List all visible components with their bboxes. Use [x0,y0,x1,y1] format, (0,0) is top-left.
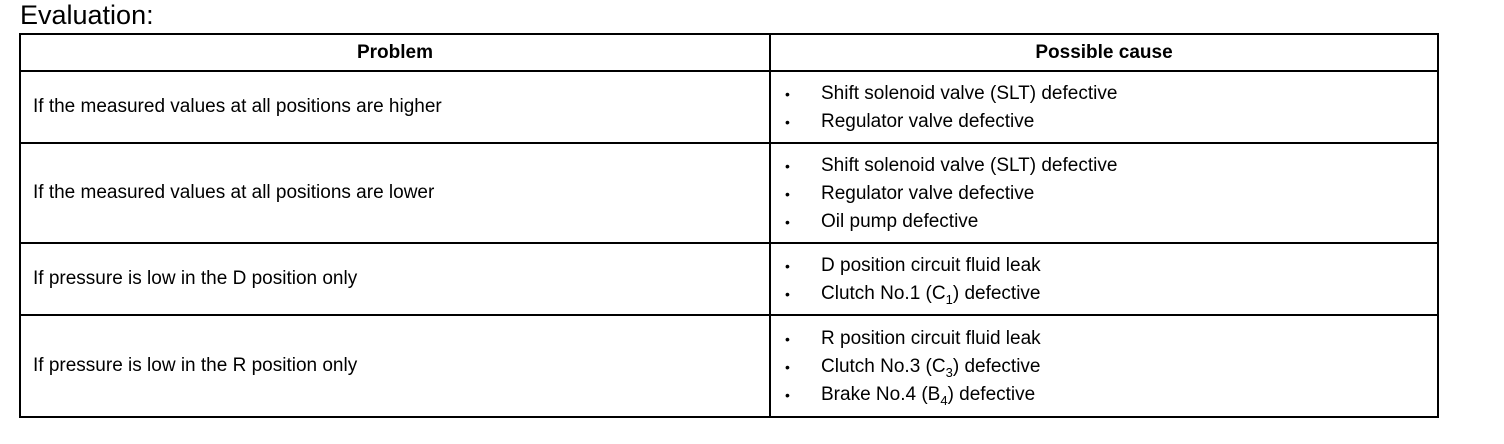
subscript: 3 [945,364,953,380]
causes-cell [770,143,1438,243]
cause-text: Shift solenoid valve (SLT) defective [821,83,1118,104]
cause-text: R position circuit fluid leak [821,328,1041,349]
cause-text: D position circuit fluid leak [821,255,1041,276]
causes-cell [770,71,1438,143]
bullet-icon: • [785,331,790,347]
cause-text: Oil pump defective [821,211,979,232]
table-row [20,143,1438,243]
list-item [785,108,1437,136]
problem-cell: If pressure is low in the R position only [20,315,770,417]
list-item [785,381,1437,409]
subscript: 4 [940,392,948,408]
cause-list [785,317,1437,415]
list-item [785,180,1437,208]
bullet-icon: • [785,114,790,130]
list-item [785,325,1437,353]
cause-text-tail: ) defective [947,384,1036,405]
causes-cell [770,315,1438,417]
cause-list [785,72,1437,142]
subscript: 1 [945,291,953,307]
list-item [785,252,1437,280]
bullet-icon: • [785,258,790,274]
column-header-possible-cause: Possible cause [770,34,1438,71]
list-item [785,208,1437,236]
cause-text-tail: ) defective [952,356,1041,377]
problem-cell: If the measured values at all positions are higher [20,71,770,143]
evaluation-table [19,33,1439,418]
table-header-row [20,34,1438,71]
problem-cell: If the measured values at all positions are lower [20,143,770,243]
list-item [785,152,1437,180]
bullet-icon: • [785,86,790,102]
list-item [785,80,1437,108]
cause-text-main: Brake No.4 (B [821,384,941,405]
bullet-icon: • [785,359,790,375]
causes-cell [770,243,1438,315]
table-row [20,315,1438,417]
bullet-icon: • [785,186,790,202]
bullet-icon: • [785,158,790,174]
problem-cell: If pressure is low in the D position only [20,243,770,315]
cause-text-main: Clutch No.1 (C [821,283,946,304]
bullet-icon: • [785,286,790,302]
table-row [20,243,1438,315]
cause-text: Shift solenoid valve (SLT) defective [821,155,1118,176]
table-row [20,71,1438,143]
cause-text: Regulator valve defective [821,183,1035,204]
bullet-icon: • [785,387,790,403]
cause-text [821,353,1041,380]
cause-text: Regulator valve defective [821,111,1035,132]
cause-list [785,244,1437,314]
cause-text [821,280,1041,307]
bullet-icon: • [785,214,790,230]
column-header-problem: Problem [20,34,770,71]
page-heading: Evaluation: [20,0,154,30]
list-item [785,280,1437,308]
cause-text-main: Clutch No.3 (C [821,356,946,377]
cause-list [785,144,1437,242]
cause-text [821,381,1035,408]
list-item [785,353,1437,381]
cause-text-tail: ) defective [952,283,1041,304]
